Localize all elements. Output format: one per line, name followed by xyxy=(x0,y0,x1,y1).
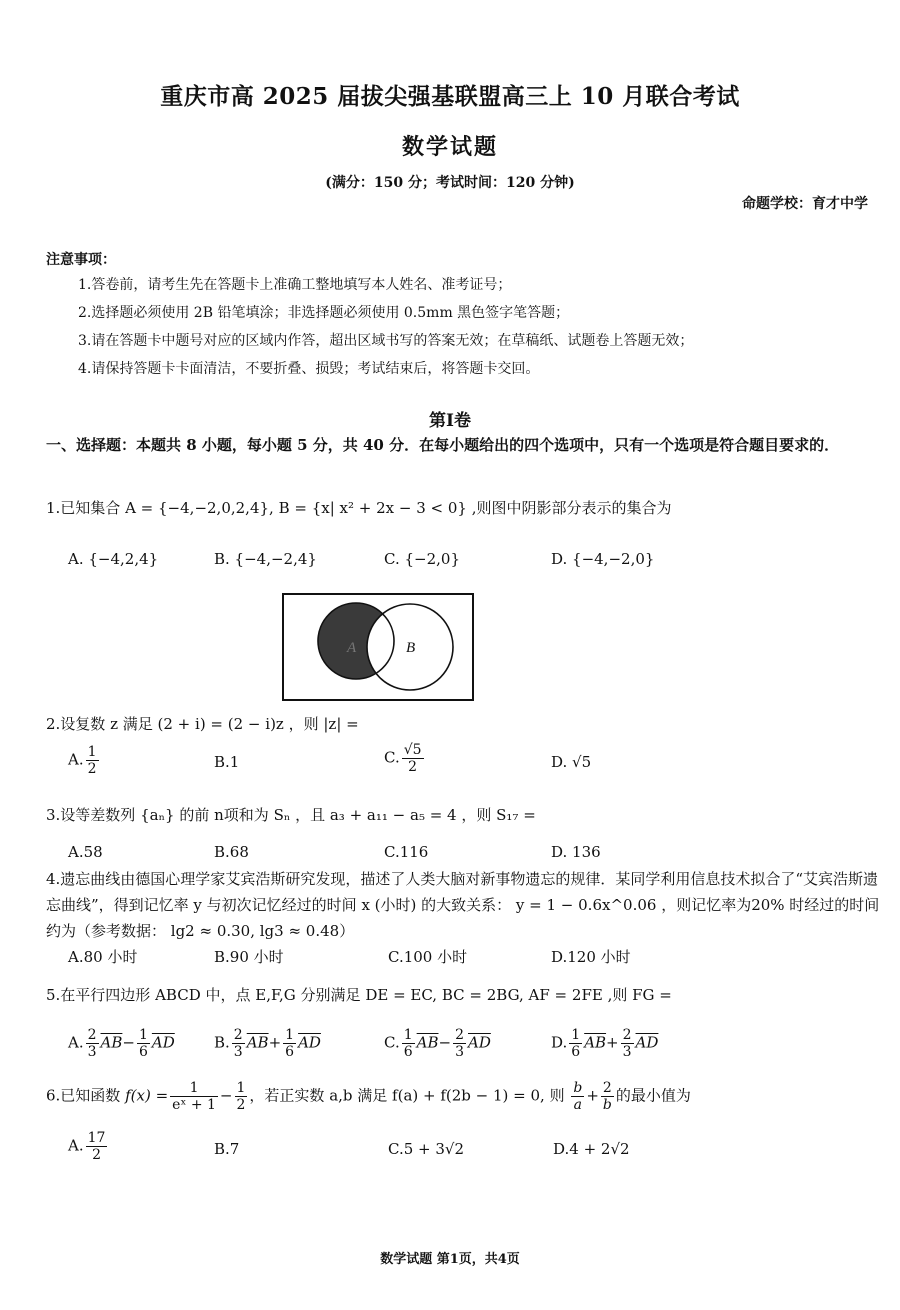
question-2-option-a xyxy=(68,744,101,777)
exam-subtitle: 数学试题 xyxy=(401,134,498,160)
fraction-numerator: 1 xyxy=(236,1080,246,1096)
question-4-option-c: C.100 小时 xyxy=(388,948,468,966)
venn-label-b: B xyxy=(406,640,416,656)
fraction-denominator: 3 xyxy=(87,1044,97,1060)
fraction xyxy=(601,1080,614,1113)
fraction-numerator: 2 xyxy=(455,1027,464,1043)
question-4-option-d: D.120 小时 xyxy=(551,948,631,966)
question-1-text: 1.已知集合 A = {−4,−2,0,2,4}, B = {x| x² + 2x − 3 < 0} ,则图中阴影部分表示的集合为 xyxy=(46,499,672,517)
question-5-option-b xyxy=(214,1027,321,1060)
question-1-option-c: C. {−2,0} xyxy=(384,550,460,568)
option-letter: A. xyxy=(68,1033,84,1052)
fraction-denominator: eˣ + 1 xyxy=(172,1097,216,1113)
fraction xyxy=(170,1080,218,1113)
section-description: 一、选择题：本题共 8 小题，每小题 5 分，共 40 分．在每小题给出的四个选项中，只有一个选项是符合题目要求的． xyxy=(46,436,840,454)
venn-diagram xyxy=(281,592,475,702)
question-4-option-b: B.90 小时 xyxy=(214,948,284,966)
fraction-numerator: √5 xyxy=(403,742,422,758)
question-6-option-b: B.7 xyxy=(214,1140,240,1158)
question-6-prefix: 6.已知函数 xyxy=(46,1086,121,1105)
vector-ad: $\overline{AD}$ xyxy=(635,1033,659,1052)
notice-item: 1.答卷前，请考生先在答题卡上准确工整地填写本人姓名、准考证号； xyxy=(78,277,512,293)
fraction-denominator: 2 xyxy=(87,761,97,777)
question-3-text: 3.设等差数列 {aₙ} 的前 n项和为 Sₙ ，且 a₃ + a₁₁ − a₅ = 4 ，则 S₁₇ = xyxy=(46,806,536,824)
question-2-option-b: B.1 xyxy=(214,753,240,771)
fraction-denominator: 2 xyxy=(408,759,418,775)
question-1-option-b: B. {−4,−2,4} xyxy=(214,550,317,568)
option-letter: A. xyxy=(68,750,84,769)
notice-item: 4.请保持答题卡卡面清洁，不要折叠、损毁；考试结束后，将答题卡交回。 xyxy=(78,361,540,377)
operator: − xyxy=(122,1033,135,1052)
fraction-denominator: 6 xyxy=(138,1044,148,1060)
fraction-numerator: b xyxy=(573,1080,583,1096)
notice-heading: 注意事项： xyxy=(46,252,116,268)
vector-ad: $\overline{AD}$ xyxy=(468,1033,491,1052)
option-letter: D. xyxy=(551,1033,568,1052)
question-6-end: 的最小值为 xyxy=(615,1086,691,1105)
question-1-option-d: D. {−4,−2,0} xyxy=(551,550,655,568)
fraction xyxy=(232,1027,245,1060)
option-letter: C. xyxy=(384,1033,400,1052)
fraction xyxy=(86,1027,99,1060)
question-2-text: 2.设复数 z 满足 (2 + i) = (2 − i)z ，则 |z| = xyxy=(46,715,359,733)
fraction xyxy=(569,1027,582,1060)
option-letter: A. xyxy=(68,1136,84,1155)
fraction-numerator: 17 xyxy=(87,1130,106,1146)
fraction-numerator: 1 xyxy=(170,1080,218,1097)
fraction xyxy=(571,1080,584,1113)
venn-label-a: A xyxy=(347,640,357,656)
question-2-option-d: D. √5 xyxy=(551,753,592,771)
question-3-option-d: D. 136 xyxy=(551,843,601,861)
option-letter: B. xyxy=(214,1033,230,1052)
fraction xyxy=(86,744,99,777)
question-3-option-b: B.68 xyxy=(214,843,249,861)
fraction xyxy=(283,1027,296,1060)
question-5-option-c xyxy=(384,1027,491,1060)
fraction-numerator: 2 xyxy=(601,1080,614,1097)
fraction xyxy=(402,1027,415,1060)
function-lhs: f(x) = xyxy=(125,1086,169,1105)
fraction-numerator: 2 xyxy=(622,1027,632,1043)
operator: − xyxy=(438,1033,452,1052)
question-6-option-a xyxy=(68,1130,109,1163)
fraction-numerator: 1 xyxy=(571,1027,581,1043)
question-4-text: 4.遗忘曲线由德国心理学家艾宾浩斯研究发现，描述了人类大脑对新事物遗忘的规律．某同学利用信息技术拟合了“艾宾浩斯遗忘曲线”，得到记忆率 y 与初次记忆经过的时间 x (小时) 的大致关系： y = 1 − 0.6x^0.06 ，则记忆率为20% 时经过的时间约为（参考数据： lg2 ≈ 0.30, lg3 ≈ 0.48） xyxy=(46,870,880,940)
question-5-option-a xyxy=(68,1027,175,1060)
vector-ad: $\overline{AD}$ xyxy=(151,1033,175,1052)
fraction-numerator: 2 xyxy=(233,1027,243,1043)
question-3-option-a: A.58 xyxy=(68,843,103,861)
exam-school: 命题学校：育才中学 xyxy=(742,196,868,212)
operator: + xyxy=(606,1033,619,1052)
vector-ab: $\overline{AB}$ xyxy=(416,1033,439,1052)
fraction-denominator: 3 xyxy=(455,1044,464,1060)
fraction-numerator: 1 xyxy=(138,1027,148,1043)
fraction xyxy=(137,1027,150,1060)
page-footer: 数学试题 第1页，共4页 xyxy=(380,1252,520,1267)
vector-ad: $\overline{AD}$ xyxy=(298,1033,321,1052)
question-6-option-c: C.5 + 3√2 xyxy=(388,1140,465,1158)
question-6-middle: ，若正实数 a,b 满足 f(a) + f(2b − 1) = 0, 则 xyxy=(249,1086,565,1105)
section-title: 第Ⅰ卷 xyxy=(429,411,471,431)
fraction-denominator: 6 xyxy=(403,1044,413,1060)
question-4-option-a: A.80 小时 xyxy=(68,948,138,966)
question-1-option-a: A. {−4,2,4} xyxy=(68,550,159,568)
question-5-text: 5.在平行四边形 ABCD 中，点 E,F,G 分别满足 DE = EC, BC = 2BG, AF = 2FE ,则 FG = xyxy=(46,986,672,1004)
fraction-denominator: a xyxy=(573,1097,583,1113)
question-6-option-d: D.4 + 2√2 xyxy=(553,1140,630,1158)
exam-meta: (满分：150 分；考试时间：120 分钟) xyxy=(325,175,575,191)
fraction-denominator: 6 xyxy=(285,1044,295,1060)
fraction-numerator: 1 xyxy=(87,744,97,760)
fraction-denominator: 6 xyxy=(571,1044,581,1060)
fraction-denominator: b xyxy=(602,1097,612,1113)
vector-ab: $\overline{AB}$ xyxy=(584,1033,607,1052)
vector-ab: $\overline{AB}$ xyxy=(100,1033,123,1052)
fraction-numerator: 1 xyxy=(403,1027,413,1043)
vector-ab: $\overline{AB}$ xyxy=(246,1033,269,1052)
fraction-denominator: 3 xyxy=(622,1044,632,1060)
fraction-numerator: 2 xyxy=(87,1027,97,1043)
question-3-option-c: C.116 xyxy=(384,843,429,861)
fraction xyxy=(235,1080,248,1113)
operator: + xyxy=(268,1033,282,1052)
operator: − xyxy=(219,1086,233,1105)
fraction-denominator: 3 xyxy=(233,1044,243,1060)
fraction xyxy=(621,1027,634,1060)
fraction-denominator: 2 xyxy=(236,1097,246,1113)
operator: + xyxy=(586,1086,599,1105)
option-letter: C. xyxy=(384,748,400,767)
question-6-text xyxy=(46,1080,691,1113)
fraction xyxy=(402,742,424,775)
notice-item: 2.选择题必须使用 2B 铅笔填涂；非选择题必须使用 0.5mm 黑色签字笔答题； xyxy=(78,305,570,321)
exam-title: 重庆市高 2025 届拔尖强基联盟高三上 10 月联合考试 xyxy=(160,83,740,110)
question-5-option-d xyxy=(551,1027,658,1060)
fraction-numerator: 1 xyxy=(285,1027,295,1043)
fraction-denominator: 2 xyxy=(92,1147,101,1163)
question-2-option-c xyxy=(384,742,426,775)
notice-item: 3.请在答题卡中题号对应的区域内作答，超出区域书写的答案无效；在草稿纸、试题卷上答题无效； xyxy=(78,333,694,349)
fraction xyxy=(453,1027,466,1060)
fraction xyxy=(86,1130,108,1163)
